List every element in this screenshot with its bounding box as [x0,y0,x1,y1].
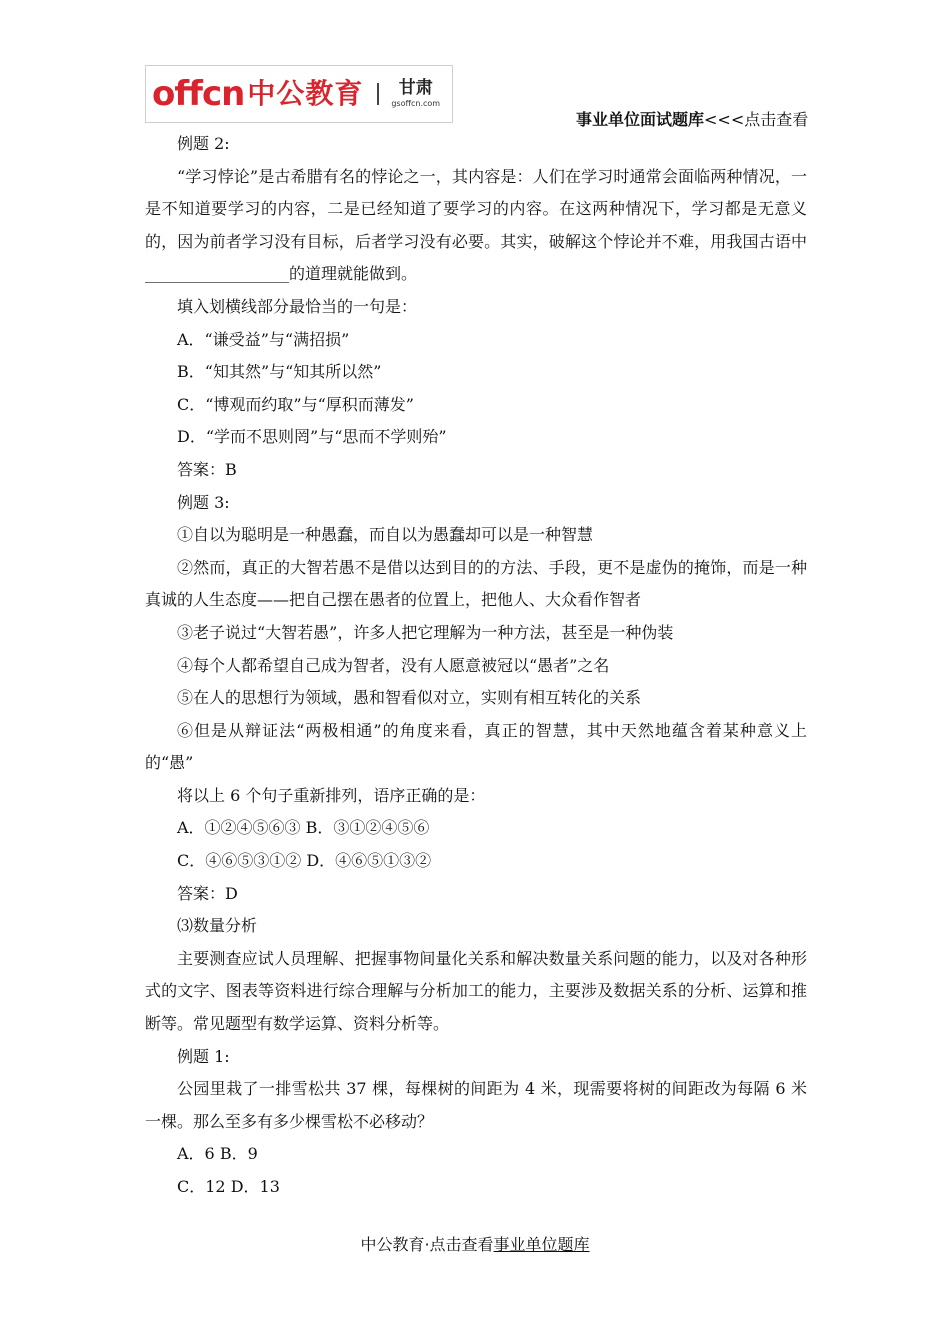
paragraph: ⑶数量分析 [177,916,258,936]
document-body [145,128,807,1204]
paragraph: D．“学而不思则罔”与“思而不学则殆” [177,427,447,447]
footer-question-bank-link[interactable]: 事业单位题库 [493,1235,590,1254]
logo-region [391,80,440,108]
paragraph: 主要测查应试人员理解、把握事物间量化关系和解决数量关系问题的能力，以及对各种形式的文字、图表等资料进行综合理解与分析加工的能力，主要涉及数据关系的分析、运算和推断等。常见题型有数学运算、资料分析等。 [145,948,807,1034]
logo-brand: 中公教育 [247,77,364,110]
paragraph: ③老子说过“大智若愚”，许多人把它理解为一种方法，甚至是一种伪装 [177,622,674,642]
paragraph: 答案：D [177,883,238,903]
paragraph: 例题 2: [177,134,230,153]
paragraph: “学习悖论”是古希腊有名的悖论之一，其内容是：人们在学习时通常会面临两种情况，一是不知道要学习的内容，二是已经知道了要学习的内容。在这两种情况下，学习都是无意义的，因为前者学习没有目标，后者学习没有必要。其实，破解这个悖论并不难，用我国古语中__________________的道理就能做到。 [145,166,807,284]
paragraph: ①自以为聪明是一种愚蠢，而自以为愚蠢却可以是一种智慧 [177,525,594,545]
header-link-suffix: <<<点击查看 [704,110,809,129]
logo-wordmark: offcn [152,74,245,114]
paragraph: ⑥但是从辩证法“两极相通”的角度来看，真正的智慧，其中天然地蕴含着某种意义上的“愚” [145,720,807,773]
logo-region-url: gsoffcn.com [391,99,441,108]
paragraph: C．12 D．13 [177,1177,280,1196]
paragraph: A．“谦受益”与“满招损” [177,329,350,349]
paragraph: A．①②④⑤⑥③ B．③①②④⑤⑥ [177,818,430,838]
logo-divider [377,83,379,105]
paragraph: 例题 3: [177,492,230,512]
paragraph: C．④⑥⑤③①② D．④⑥⑤①③② [177,851,432,871]
footer [0,1232,950,1255]
paragraph: C．“博观而约取”与“厚积而薄发” [177,394,414,414]
paragraph: 填入划横线部分最恰当的一句是： [177,296,418,316]
header-question-bank-link[interactable] [576,107,808,130]
header-link-label: 事业单位面试题库 [576,110,705,129]
paragraph: 公园里栽了一排雪松共 37 棵，每棵树的间距为 4 米，现需要将树的间距改为每隔 6 米一棵。那么至多有多少棵雪松不必移动？ [145,1079,807,1131]
paragraph: 例题 1: [177,1046,230,1066]
offcn-logo[interactable] [145,65,453,123]
footer-prefix: 中公教育·点击查看 [360,1235,494,1254]
paragraph: B．“知其然”与“知其所以然” [177,362,382,382]
paragraph: ②然而，真正的大智若愚不是借以达到目的的方法、手段，更不是虚伪的掩饰，而是一种真诚的人生态度——把自己摆在愚者的位置上，把他人、大众看作智者 [145,557,807,610]
logo-region-name: 甘肃 [398,78,433,98]
paragraph: 将以上 6 个句子重新排列，语序正确的是： [177,785,486,805]
paragraph: ⑤在人的思想行为领域，愚和智看似对立，实则有相互转化的关系 [177,688,642,708]
paragraph: ④每个人都希望自己成为智者，没有人愿意被冠以“愚者”之名 [177,655,610,675]
paragraph: 答案：B [177,459,237,479]
paragraph: A．6 B．9 [177,1144,258,1164]
